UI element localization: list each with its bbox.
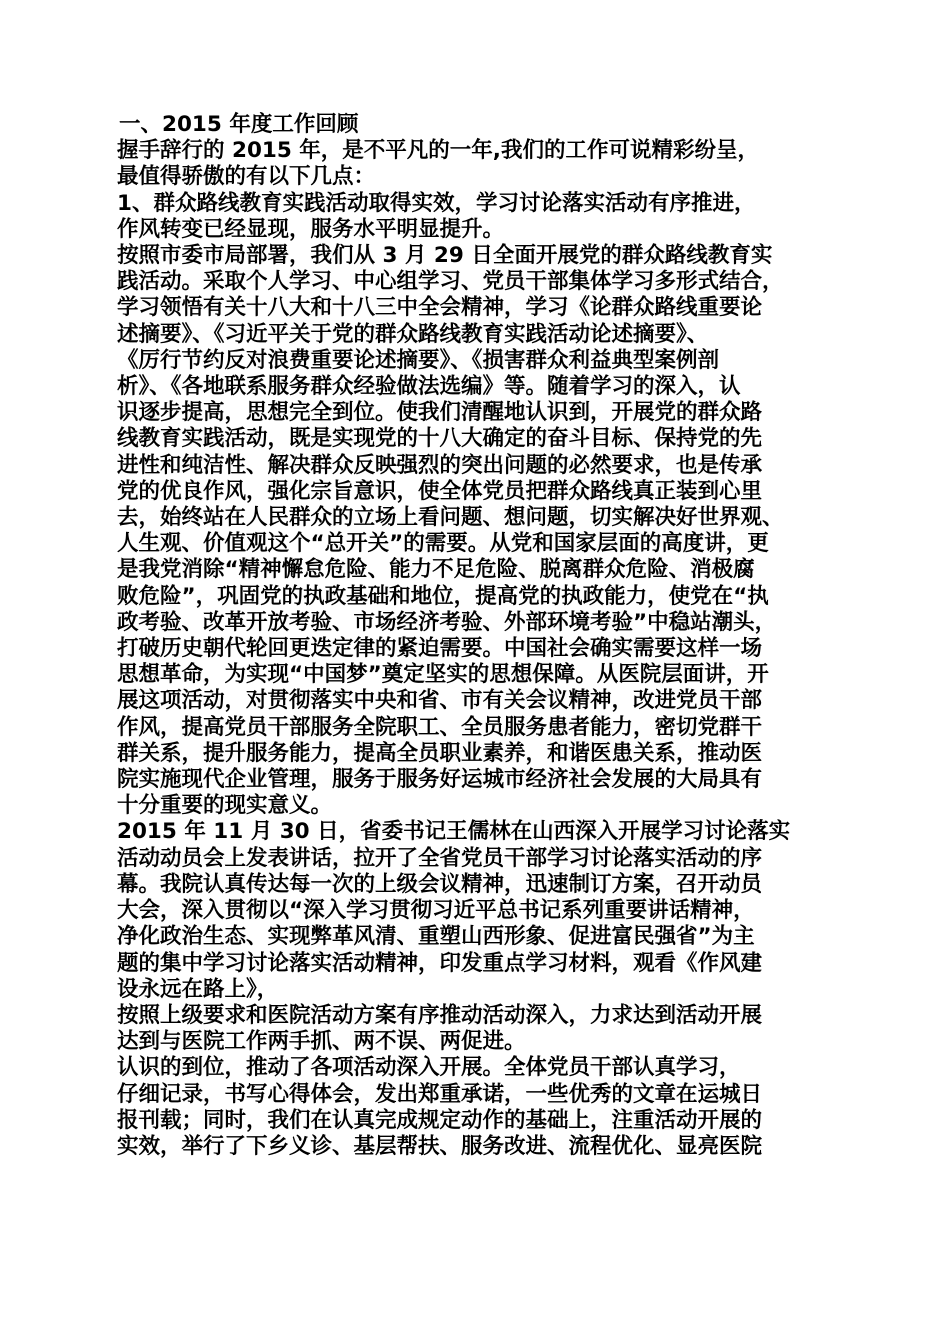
paragraph-container	[117, 138, 837, 1160]
text-line: 幕。我院认真传达每一次的上级会议精神，迅速制订方案，召开动员	[117, 871, 763, 897]
text-line: 作风转变已经显现，服务水平明显提升。	[117, 216, 505, 242]
text-line: 析》、《各地联系服务群众经验做法选编》等。随着学习的深入，认	[117, 374, 741, 400]
text-line: 党的优良作风，强化宗旨意识，使全体党员把群众路线真正装到心里	[117, 478, 763, 504]
text-line: 握手辞行的 2015 年，是不平凡的一年,我们的工作可说精彩纷呈，	[117, 138, 759, 164]
paragraph	[117, 1055, 837, 1160]
paragraph	[117, 819, 837, 1002]
text-line: 思想革命，为实现“中国梦”奠定坚实的思想保障。从医院层面讲，开	[117, 662, 769, 688]
text-line: 仔细记录，书写心得体会，发出郑重承诺，一些优秀的文章在运城日	[117, 1081, 763, 1107]
paragraph	[117, 191, 837, 243]
text-line: 人生观、价值观这个“总开关”的需要。从党和国家层面的高度讲，更	[117, 531, 769, 557]
text-line: 1、群众路线教育实践活动取得实效，学习讨论落实活动有序推进，	[117, 190, 756, 216]
text-line: 题的集中学习讨论落实活动精神，印发重点学习材料，观看《作风建	[117, 950, 763, 976]
text-line: 按照市委市局部署，我们从 3 月 29 日全面开展党的群众路线教育实	[117, 243, 773, 269]
paragraph	[117, 1003, 837, 1055]
text-line: 按照上级要求和医院活动方案有序推动活动深入，力求达到活动开展	[117, 1002, 763, 1028]
text-line: 作风，提高党员干部服务全院职工、全员服务患者能力，密切党群干	[117, 714, 763, 740]
document-body	[117, 112, 837, 1160]
text-line: 院实施现代企业管理，服务于服务好运城市经济社会发展的大局具有	[117, 767, 763, 793]
text-line: 报刊载；同时，我们在认真完成规定动作的基础上，注重活动开展的	[117, 1107, 763, 1133]
text-line: 识逐步提高，思想完全到位。使我们清醒地认识到，开展党的群众路	[117, 400, 763, 426]
text-line: 2015 年 11 月 30 日，省委书记王儒林在山西深入开展学习讨论落实	[117, 819, 791, 845]
text-line: 群关系，提升服务能力，提高全员职业素养，和谐医患关系，推动医	[117, 740, 763, 766]
text-line: 践活动。采取个人学习、中心组学习、党员干部集体学习多形式结合，	[117, 269, 784, 295]
text-line: 去，始终站在人民群众的立场上看问题、想问题，切实解决好世界观、	[117, 505, 784, 531]
text-line: 打破历史朝代轮回更迭定律的紧迫需要。中国社会确实需要这样一场	[117, 636, 763, 662]
text-line: 大会，深入贯彻以“深入学习贯彻习近平总书记系列重要讲话精神，	[117, 898, 755, 924]
text-line: 进性和纯洁性、解决群众反映强烈的突出问题的必然要求，也是传承	[117, 452, 763, 478]
text-line: 政考验、改革开放考验、市场经济考验、外部环境考验”中稳站潮头，	[117, 609, 777, 635]
text-line: 活动动员会上发表讲话，拉开了全省党员干部学习讨论落实活动的序	[117, 845, 763, 871]
text-line: 《厉行节约反对浪费重要论述摘要》、《损害群众利益典型案例剖	[117, 347, 720, 373]
text-line: 十分重要的现实意义。	[117, 793, 333, 819]
text-line: 是我党消除“精神懈怠危险、能力不足危险、脱离群众危险、消极腐	[117, 557, 755, 583]
text-line: 述摘要》、《习近平关于党的群众路线教育实践活动论述摘要》、	[117, 321, 709, 347]
text-line: 设永远在路上》，	[117, 976, 279, 1002]
text-line: 展这项活动，对贯彻落实中央和省、市有关会议精神，改进党员干部	[117, 688, 763, 714]
text-line: 实效，举行了下乡义诊、基层帮扶、服务改进、流程优化、显亮医院	[117, 1133, 763, 1159]
paragraph	[117, 243, 837, 819]
text-line: 认识的到位，推动了各项活动深入开展。全体党员干部认真学习，	[117, 1055, 741, 1081]
text-line: 最值得骄傲的有以下几点：	[117, 164, 376, 190]
paragraph	[117, 138, 837, 190]
text-line: 线教育实践活动，既是实现党的十八大确定的奋斗目标、保持党的先	[117, 426, 763, 452]
text-line: 净化政治生态、实现弊革风清、重塑山西形象、促进富民强省”为主	[117, 924, 755, 950]
section-heading: 一、2015 年度工作回顾	[119, 112, 359, 137]
text-line: 学习领悟有关十八大和十八三中全会精神，学习《论群众路线重要论	[117, 295, 763, 321]
text-line: 败危险”，巩固党的执政基础和地位，提高党的执政能力，使党在“执	[117, 583, 769, 609]
text-line: 达到与医院工作两手抓、两不误、两促进。	[117, 1029, 526, 1055]
